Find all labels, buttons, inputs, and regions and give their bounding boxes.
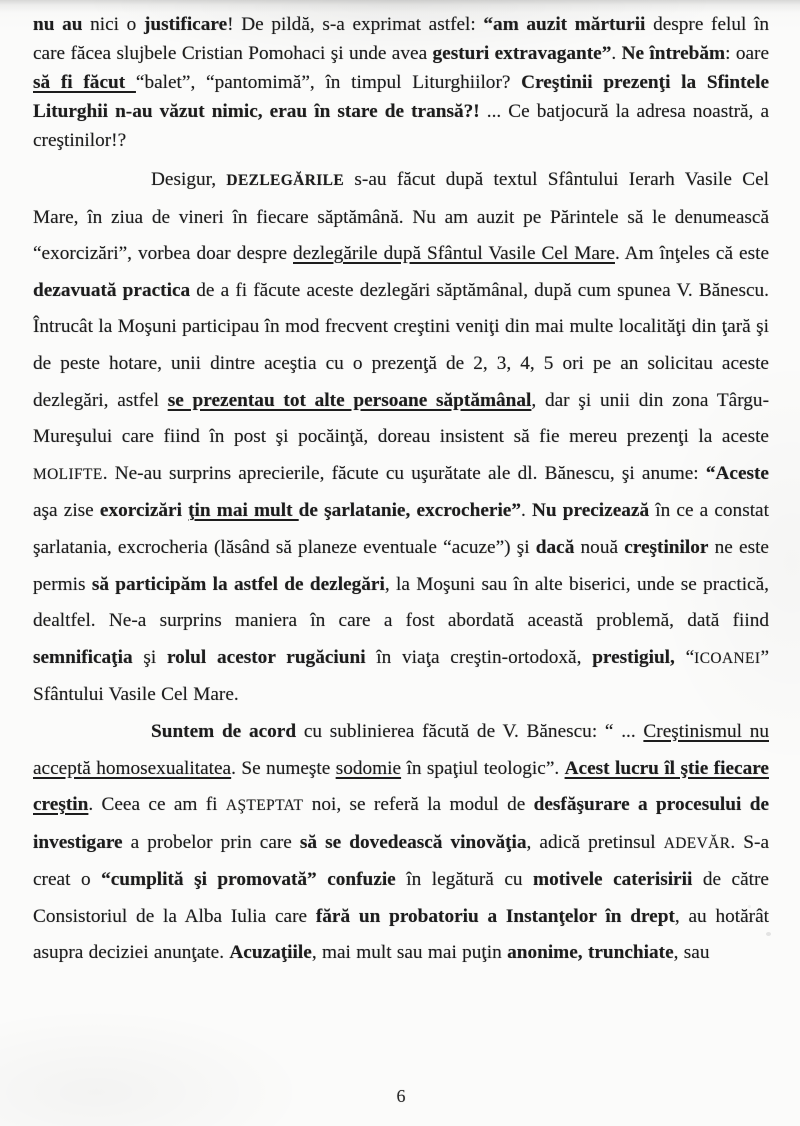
text-run: . Se numeşte: [231, 757, 336, 779]
text-run: Creştinismul nu acceptă homosexualitatea: [33, 720, 769, 779]
text-run: , sau: [673, 942, 710, 964]
paragraph-1: [33, 10, 769, 155]
text-run: MOLIFTE: [33, 465, 103, 483]
text-run: . S-a creat o: [33, 831, 769, 891]
text-run: “cumplită şi promovată” confuzie: [101, 869, 396, 891]
text-run: justificare: [143, 14, 228, 35]
text-run: în ce a constat şarlatania, excrocheria (lăsând să planeze eventuale “acuze”) şi: [33, 500, 769, 558]
text-run: ICOANEI: [694, 649, 761, 667]
text-run: de a fi făcute aceste dezlegări săptămânal, după cum spunea V. Bănescu. Întrucât la Moşuni participau în mod frecvent creştini veniţi din mai multe localităţi din ţară şi de peste hotare, unii dintre aceştia cu o prezenţă de 2, 3, 4, 5 ori pe an solicitau aceste dezlegări, astfel: [33, 279, 770, 411]
text-run: AŞTEPTAT: [225, 797, 304, 815]
text-run: , dar şi unii din zona Târgu-Mureşului care fiind în post şi pocăinţă, doreau insistent să fie mereu prezenţi la aceste: [33, 389, 769, 448]
text-run: în spaţiul teologic”.: [401, 757, 565, 779]
paragraph-3: [33, 714, 769, 972]
text-run: dacă: [535, 536, 575, 558]
text-run: creştinilor: [624, 536, 709, 558]
scan-artifact-speck: [748, 905, 751, 908]
text-run: anonime, trunchiate: [507, 942, 674, 964]
text-run: , la Moşuni sau în alte biserici, unde se practică, dealtfel. Ne-a surprins maniera în care a fost abordată această problemă, dată fiind: [33, 573, 769, 632]
text-run: fără un probatoriu a Instanţelor în drept: [315, 905, 675, 927]
text-run: ... Ce batjocură la adresa noastră, a creştinilor!?: [33, 101, 769, 151]
text-run: “Aceste: [705, 462, 769, 484]
text-run: nouă: [574, 536, 625, 558]
text-run: , au hotărât asupra deciziei anunţate.: [33, 905, 769, 964]
text-run: , mai mult sau mai puţin: [311, 942, 508, 964]
text-run: nici o: [82, 14, 144, 35]
text-run: în viaţa creştin-ortodoxă,: [365, 646, 593, 668]
text-run: Acest lucru îl ştie fiecare creştin: [33, 757, 769, 816]
text-run: . Ceea ce am fi: [88, 794, 226, 816]
text-run: ” Sfântului Vasile Cel Mare.: [33, 646, 769, 706]
text-run: dezlegările după Sfântul Vasile Cel Mare: [293, 243, 615, 265]
paragraph-2: [33, 162, 769, 714]
text-run: exorcizări: [99, 500, 182, 522]
text-run: . Ne-au surprins aprecierile, făcute cu uşurătate ale dl. Bănescu, şi anume:: [102, 462, 706, 484]
text-run: ! De pildă, s-a exprimat astfel:: [227, 14, 484, 35]
text-run: gesturi extravagante”: [432, 43, 612, 64]
text-run: s-au făcut după textul Sfântului Ierarh Vasile Cel Mare, în ziua de vineri în fiecare săptămână. Nu am auzit pe Părintele să le denumească “exorcizări”, vorbea doar despre: [33, 169, 769, 265]
text-run: DEZLEGĂRILE: [226, 172, 345, 189]
text-run: despre felul în care făcea slujbele Cristian Pomohaci şi unde avea: [33, 14, 770, 64]
text-run: dezavuată practica: [33, 279, 191, 301]
text-run: Ne întrebăm: [621, 43, 726, 64]
text-run: ne este permis: [33, 536, 769, 595]
text-run: prestigiul,: [592, 646, 675, 668]
text-run: să fi făcut: [33, 72, 136, 93]
text-run: ADEVĂR: [663, 834, 731, 852]
text-run: nu au: [33, 14, 83, 35]
scan-artifact-speck: [766, 932, 771, 936]
text-run: “balet”, “pantomimă”, în timpul Liturghiilor?: [135, 72, 522, 93]
text-run: motivele caterisirii: [533, 869, 693, 891]
document-body: [33, 10, 769, 972]
text-run: cu sublinierea făcută de V. Bănescu: “ ...: [296, 720, 644, 742]
text-run: , adică pretinsul: [526, 831, 664, 853]
text-run: să se dovedească vinovăţia: [299, 831, 527, 853]
text-run: . Am înţeles că este: [614, 243, 769, 265]
text-run: “: [674, 646, 695, 668]
text-run: Nu precizează: [531, 500, 650, 522]
text-run: aşa zise: [33, 500, 100, 522]
text-run: sodomie: [335, 757, 402, 779]
text-run: se prezentau tot alte persoane săptămânal: [167, 389, 532, 411]
text-run: să participăm la astfel de dezlegări: [91, 573, 385, 595]
text-run: : oare: [725, 43, 770, 64]
text-run: ţin mai mult: [188, 500, 299, 522]
text-run: şi: [132, 646, 167, 668]
text-run: a probelor prin care: [122, 831, 300, 853]
page-number: 6: [396, 1086, 406, 1106]
text-run: Suntem de acord: [151, 720, 297, 742]
text-run: semnificaţia: [33, 646, 133, 668]
text-run: “am auzit mărturii: [483, 14, 646, 35]
text-run: de către Consistoriul de la Alba Iulia care: [33, 869, 769, 927]
text-run: rolul acestor rugăciuni: [166, 646, 366, 668]
text-run: .: [611, 43, 622, 64]
text-run: de şarlatanie, excrocherie”: [298, 500, 521, 522]
text-run: noi, se referă la modul de: [303, 794, 534, 816]
text-run: în legătură cu: [395, 869, 534, 891]
text-run: Creştinii prezenţi la Sfintele Liturghii n-au văzut nimic, erau în stare de transă?!: [33, 72, 769, 122]
text-run: Acuzaţiile: [229, 942, 312, 964]
text-run: Desigur,: [151, 169, 227, 190]
text-run: .: [521, 500, 532, 522]
text-run: desfăşurare a procesului de investigare: [33, 794, 770, 853]
